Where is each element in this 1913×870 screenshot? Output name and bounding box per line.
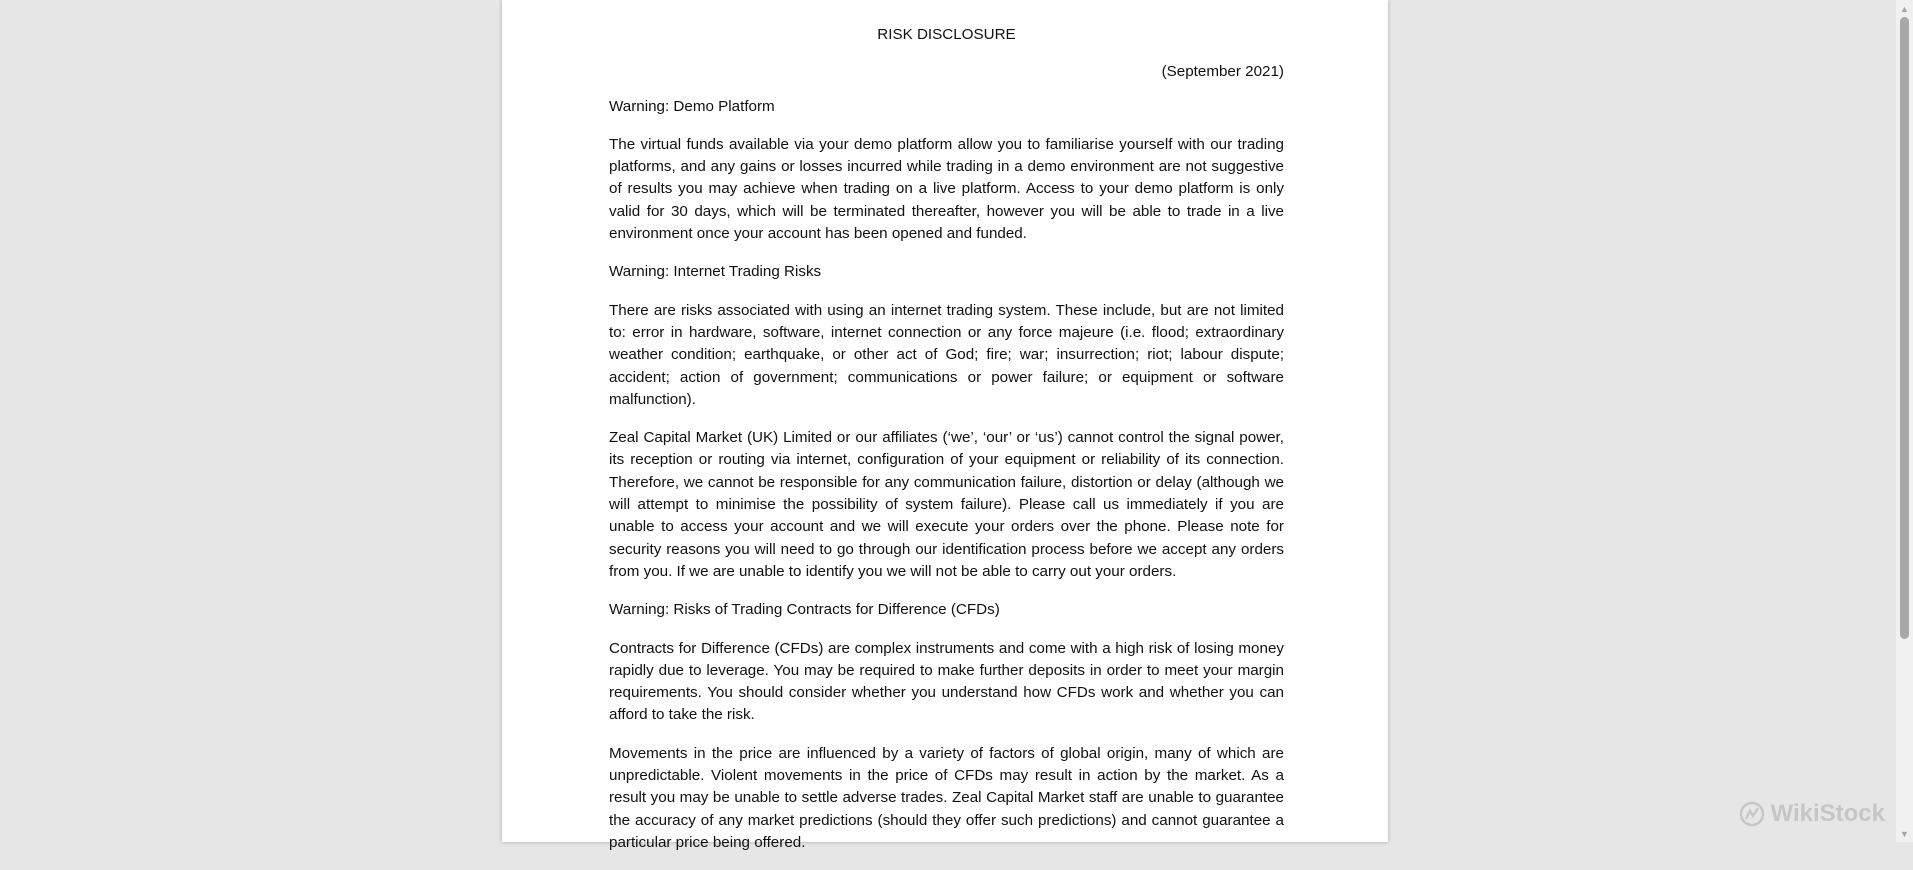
watermark: [1739, 800, 1885, 828]
document-title: RISK DISCLOSURE: [877, 26, 1016, 43]
paragraph-price-movements: Movements in the price are influenced by a variety of factors of global origin, many of which are unpredictable. Violent movements in the price of CFDs may result in action by the market. As a result you may be unable to settle adverse trades. Zeal Capital Market staff are unable to guarantee the accuracy of any market predictions (should they offer such predictions) and cannot guarantee a particular price being offered.: [609, 744, 1284, 851]
paragraph-demo-platform: The virtual funds available via your demo platform allow you to familiarise yourself with our trading platforms, and any gains or losses incurred while trading in a demo environment are not suggestive of results you may achieve when trading on a live platform. Access to your demo platform is only valid for 30 days, which will be terminated thereafter, however you will be able to trade in a live environment once your account has been opened and funded.: [609, 135, 1284, 243]
document-content: [609, 24, 1284, 870]
section-heading-internet-trading: Warning: Internet Trading Risks: [609, 263, 822, 281]
wikistock-logo-icon: [1739, 801, 1765, 827]
document-date: (September 2021): [1161, 63, 1284, 81]
section-heading-demo-platform: Warning: Demo Platform: [609, 97, 775, 115]
scroll-thumb[interactable]: [1900, 17, 1909, 639]
vertical-scrollbar[interactable]: [1896, 0, 1913, 842]
scroll-up-arrow-icon[interactable]: ▲: [1900, 3, 1909, 14]
document-page: [502, 0, 1388, 851]
watermark-text: WikiStock: [1770, 800, 1885, 827]
paragraph-communication-failure: Zeal Capital Market (UK) Limited or our affiliates (‘we’, ‘our’ or ‘us’) cannot control the signal power, its reception or routing via internet, configuration of your equipment or reliability of its connection. Therefore, we cannot be responsible for any communication failure, distortion or delay (although we will attempt to minimise the possibility of system failure). Please call us immediately if you are unable to access your account and we will execute your orders over the phone. Please note for security reasons you will need to go through our identification process before we accept any orders from you. If we are unable to identify you we will not be able to carry out your orders.: [609, 429, 1284, 580]
paragraph-internet-risks: There are risks associated with using an internet trading system. These include, but are not limited to: error in hardware, software, internet connection or any force majeure (i.e. flood; extraordinary weather condition; earthquake, or other act of God; fire; war; insurrection; riot; labour dispute; accident; action of government; communications or power failure; or equipment or software malfunction).: [609, 301, 1284, 408]
section-heading-cfd-risks: Warning: Risks of Trading Contracts for Difference (CFDs): [609, 601, 1000, 619]
paragraph-cfd-complexity: Contracts for Difference (CFDs) are complex instruments and come with a high risk of losing money rapidly due to leverage. You may be required to make further deposits in order to meet your margin requirements. You should consider whether you understand how CFDs work and whether you can afford to take the risk.: [609, 639, 1284, 724]
scroll-down-arrow-icon[interactable]: ▼: [1900, 828, 1909, 839]
